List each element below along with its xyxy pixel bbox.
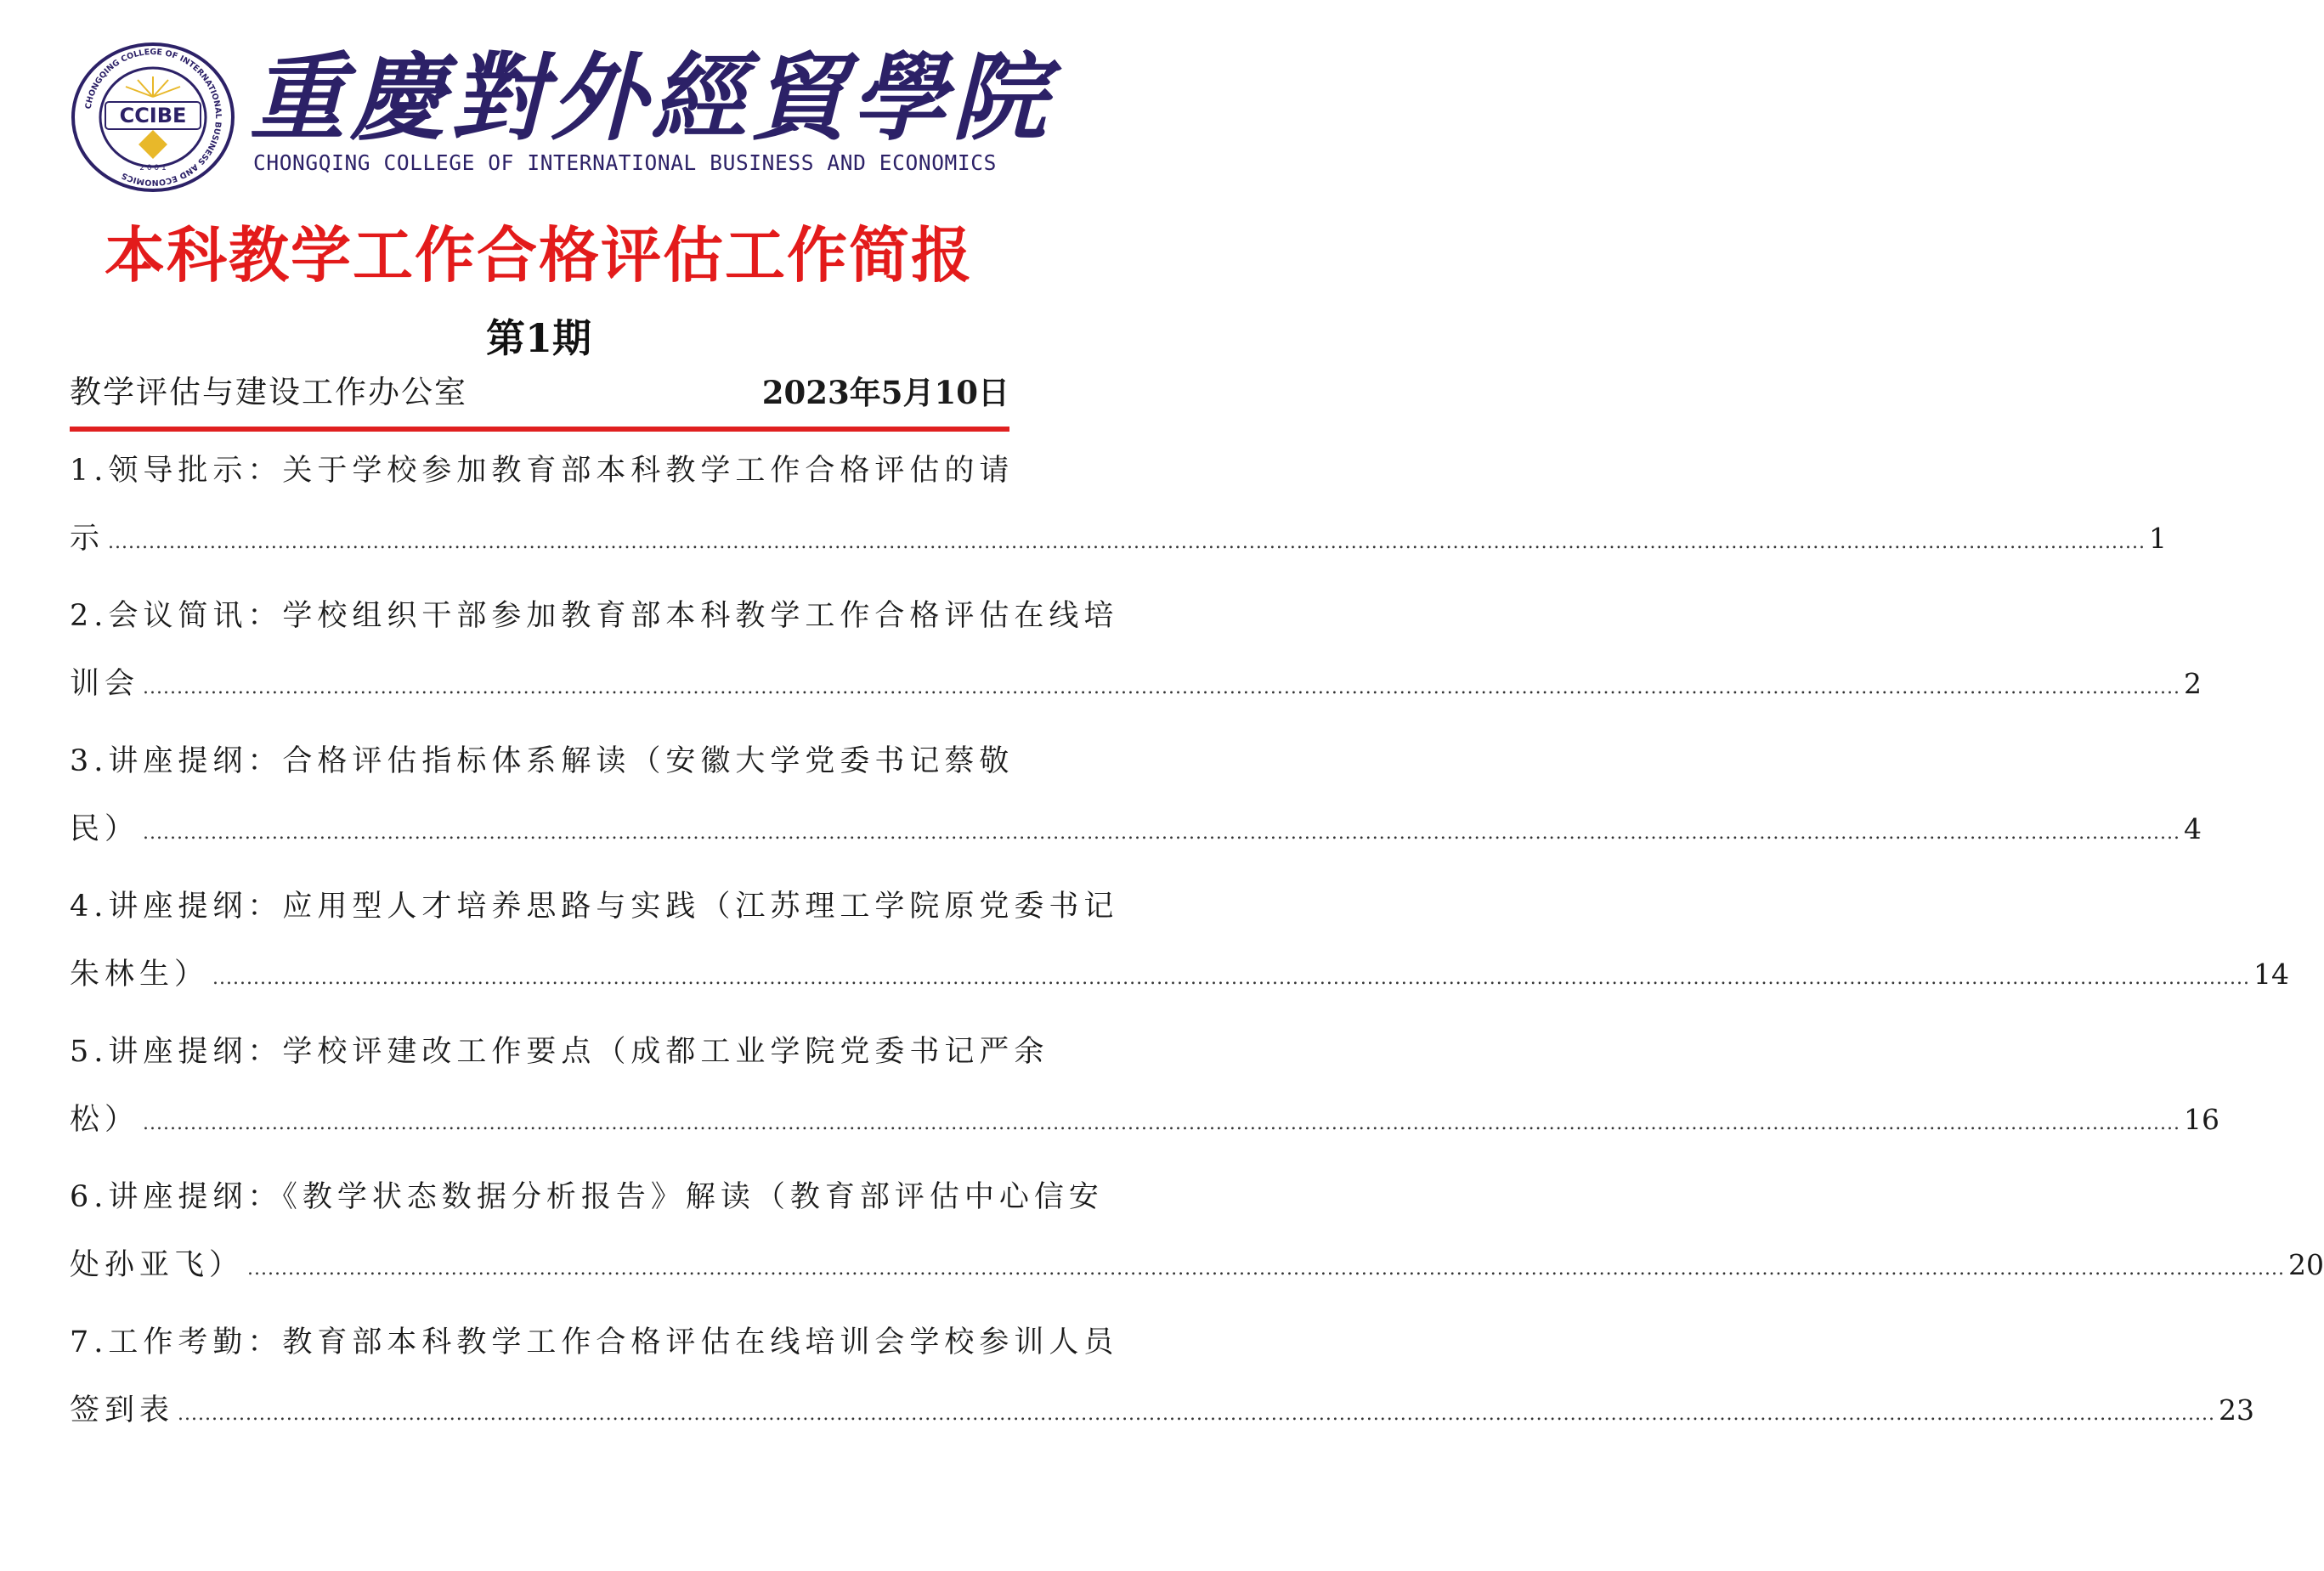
toc-page-number: 14: [2253, 958, 2289, 991]
toc-entry-title: 7.工作考勤：教育部本科教学工作合格评估在线培训会学校参训人员: [70, 1325, 1119, 1359]
toc-page-number: 23: [2218, 1393, 2254, 1427]
toc-entry-7[interactable]: [70, 1315, 2254, 1461]
toc-entry-title-cont: 松）: [70, 1103, 140, 1137]
toc-entry-title: 2.会议简讯：学校组织干部参加教育部本科教学工作合格评估在线培: [70, 599, 1119, 633]
toc-entry-title-cont: 民）: [70, 812, 140, 846]
toc-entry-4[interactable]: [70, 879, 2289, 1025]
college-name-chinese: 重慶對外經貿學院: [250, 42, 1052, 154]
dot-leader: ............................................................................................................................................................................................................................................................................................................: [143, 1113, 2180, 1134]
toc-entry-title-cont: 训会: [70, 667, 140, 701]
toc-entry-title: 1.领导批示：关于学校参加教育部本科教学工作合格评估的请: [70, 454, 1015, 488]
toc-page-number: 20: [2287, 1248, 2324, 1281]
toc-entry-title: 4.讲座提纲：应用型人才培养思路与实践（江苏理工学院原党委书记: [70, 890, 1119, 924]
toc-entry-2[interactable]: [70, 589, 2202, 734]
table-of-contents: [70, 444, 2324, 1461]
dot-leader: ............................................................................................................................................................................................................................................................................................................: [212, 968, 2250, 989]
dot-leader: ............................................................................................................................................................................................................................................................................................................: [178, 1404, 2215, 1425]
toc-entry-title-cont: 示: [70, 522, 105, 556]
letterhead: [70, 41, 1052, 194]
toc-entry-6[interactable]: [70, 1170, 2324, 1315]
toc-entry-3[interactable]: [70, 734, 2202, 879]
red-divider: [70, 427, 1009, 432]
toc-page-number: 4: [2183, 812, 2202, 845]
toc-entry-title: 6.讲座提纲：《教学状态数据分析报告》解读（教育部评估中心信安: [70, 1180, 1104, 1214]
toc-entry-5[interactable]: [70, 1025, 2219, 1170]
issue-number: 第1期: [485, 315, 591, 361]
dot-leader: ............................................................................................................................................................................................................................................................................................................: [247, 1258, 2285, 1280]
seal-year: 2 0 0 1: [139, 164, 167, 172]
college-name-english: CHONGQING COLLEGE OF INTERNATIONAL BUSINESS AND ECONOMICS: [253, 150, 997, 175]
seal-acronym: CCIBE: [119, 104, 187, 127]
toc-page-number: 2: [2183, 667, 2202, 700]
issuing-office: 教学评估与建设工作办公室: [70, 374, 467, 410]
dot-leader: ............................................................................................................................................................................................................................................................................................................: [143, 677, 2180, 698]
dot-leader: ............................................................................................................................................................................................................................................................................................................: [108, 532, 2146, 553]
toc-entry-1[interactable]: [70, 444, 2167, 589]
toc-entry-title-cont: 签到表: [70, 1393, 175, 1427]
college-seal-logo: [70, 41, 236, 194]
toc-page-number: 1: [2148, 522, 2167, 555]
toc-page-number: 16: [2183, 1103, 2219, 1136]
bulletin-title: 本科教学工作合格评估工作简报: [104, 219, 973, 291]
toc-entry-title: 3.讲座提纲：合格评估指标体系解读（安徽大学党委书记蔡敬: [70, 744, 1015, 778]
issue-date: 2023年5月10日: [761, 374, 1009, 411]
toc-entry-title-cont: 处孙亚飞）: [70, 1248, 245, 1282]
dot-leader: ............................................................................................................................................................................................................................................................................................................: [143, 822, 2180, 844]
toc-entry-title: 5.讲座提纲：学校评建改工作要点（成都工业学院党委书记严余: [70, 1035, 1049, 1069]
toc-entry-title-cont: 朱林生）: [70, 958, 210, 992]
svg-text:CHONGQING COLLEGE OF INTERNATI: CHONGQING COLLEGE OF INTERNATIONAL BUSINESS AND ECONOMICS: [83, 47, 223, 188]
